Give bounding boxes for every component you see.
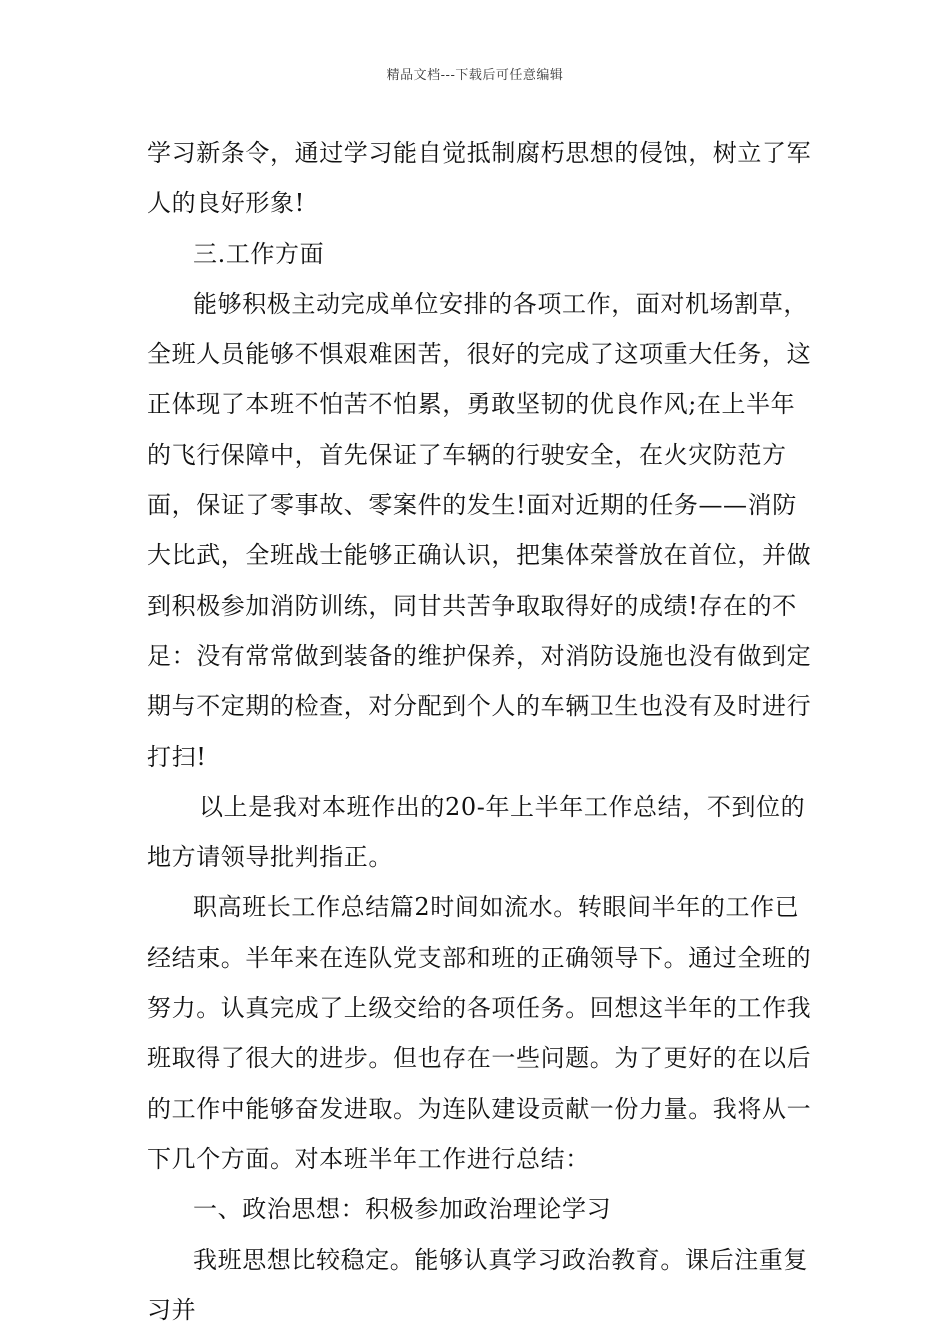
paragraph-politics-start: 我班思想比较稳定。能够认真学习政治教育。课后注重复习并 [147,1245,808,1324]
paragraph-continuation: 学习新条令，通过学习能自觉抵制腐朽思想的侵蚀，树立了军人的良好形象! [147,139,812,218]
section-heading-work: 三.工作方面 [193,239,325,268]
paragraph-article-2-intro: 职高班长工作总结篇2时间如流水。转眼间半年的工作已经结束。半年来在连队党支部和班的正确领导下。通过全班的努力。认真完成了上级交给的各项任务。回想这半年的工作我班取得了很大的进步。但也存在一些问题。为了更好的在以后的工作中能够奋发进取。为连队建设贡献一份力量。我将从一下几个方面。对本班半年工作进行总结： [147,893,812,1173]
paragraph-work-details: 能够积极主动完成单位安排的各项工作，面对机场割草，全班人员能够不惧艰难困苦，很好的完成了这项重大任务，这正体现了本班不怕苦不怕累，勇敢坚韧的优良作风;在上半年的飞行保障中，首先保证了车辆的行驶安全，在火灾防范方面，保证了零事故、零案件的发生!面对近期的任务——消防大比武，全班战士能够正确认识，把集体荣誉放在首位，并做到积极参加消防训练，同甘共苦争取取得好的成绩!存在的不足：没有常常做到装备的维护保养，对消防设施也没有做到定期与不定期的检查，对分配到个人的车辆卫生也没有及时进行打扫! [147,289,812,771]
paragraph-summary-closing: 以上是我对本班作出的20-年上半年工作总结，不到位的地方请领导批判指正。 [147,792,806,872]
document-body [147,128,812,1335]
section-heading-politics: 一、政治思想：积极参加政治理论学习 [193,1195,612,1224]
page-header: 精品文档---下载后可任意编辑 [386,68,564,83]
